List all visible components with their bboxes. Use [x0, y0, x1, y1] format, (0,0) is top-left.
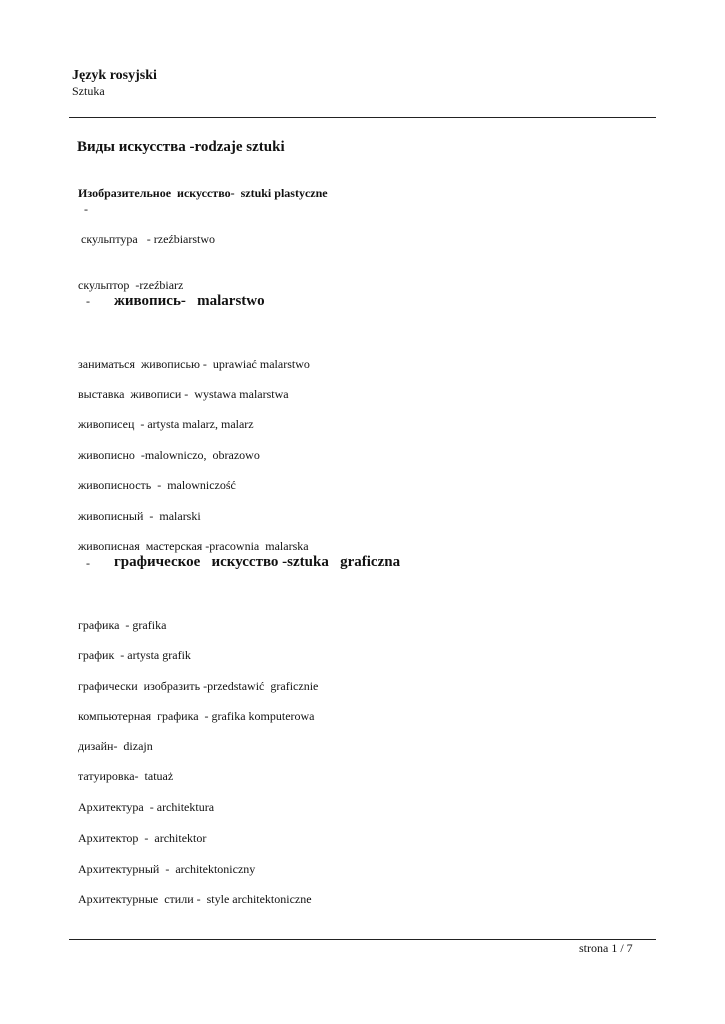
document-title: Język rosyjski — [72, 68, 157, 83]
footer-divider — [69, 939, 656, 940]
list-item: дизайн- dizajn — [78, 739, 153, 753]
section-heading-painting: живопись- malarstwo — [114, 293, 265, 309]
subheading-visual-arts: Изобразительное искусство- sztuki plastyczne — [78, 186, 328, 200]
list-item: Архитектор - architektor — [78, 831, 207, 845]
page-number: strona 1 / 7 — [579, 941, 633, 955]
list-item: живописно -malowniczo, obrazowo — [78, 448, 260, 462]
list-item: живописность - malowniczość — [78, 478, 236, 492]
list-item: выставка живописи - wystawa malarstwa — [78, 387, 289, 401]
list-item: живописный - malarski — [78, 509, 201, 523]
section-dash: - — [86, 556, 90, 570]
list-item: графика - grafika — [78, 618, 167, 632]
main-heading: Виды искусства -rodzaje sztuki — [77, 139, 285, 155]
list-item: Архитектурный - architektoniczny — [78, 862, 256, 876]
list-item-sculptor: скульптор -rzeźbiarz — [78, 278, 184, 292]
list-item: графически изобразить -przedstawić graficznie — [78, 679, 319, 693]
list-item-sculpture: скульптура - rzeźbiarstwo — [78, 232, 216, 246]
section-heading-graphic-art: графическое искусство -sztuka graficzna — [114, 554, 401, 570]
list-item: компьютерная графика - grafika komputerowa — [78, 709, 315, 723]
list-item: заниматься живописью - uprawiać malarstwo — [78, 357, 310, 371]
list-item: живописец - artysta malarz, malarz — [78, 417, 254, 431]
document-subtitle: Sztuka — [72, 84, 105, 98]
list-item: татуировка- tatuaż — [78, 769, 174, 783]
list-item: график - artysta grafik — [78, 648, 191, 662]
header-divider — [69, 117, 656, 118]
section-dash: - — [86, 294, 90, 308]
list-item: живописная мастерская -pracownia malarska — [78, 539, 309, 553]
list-item: Архитектурные стили - style architektoniczne — [78, 892, 312, 906]
list-dash: - — [84, 202, 88, 216]
list-item: Архитектура - architektura — [78, 800, 215, 814]
